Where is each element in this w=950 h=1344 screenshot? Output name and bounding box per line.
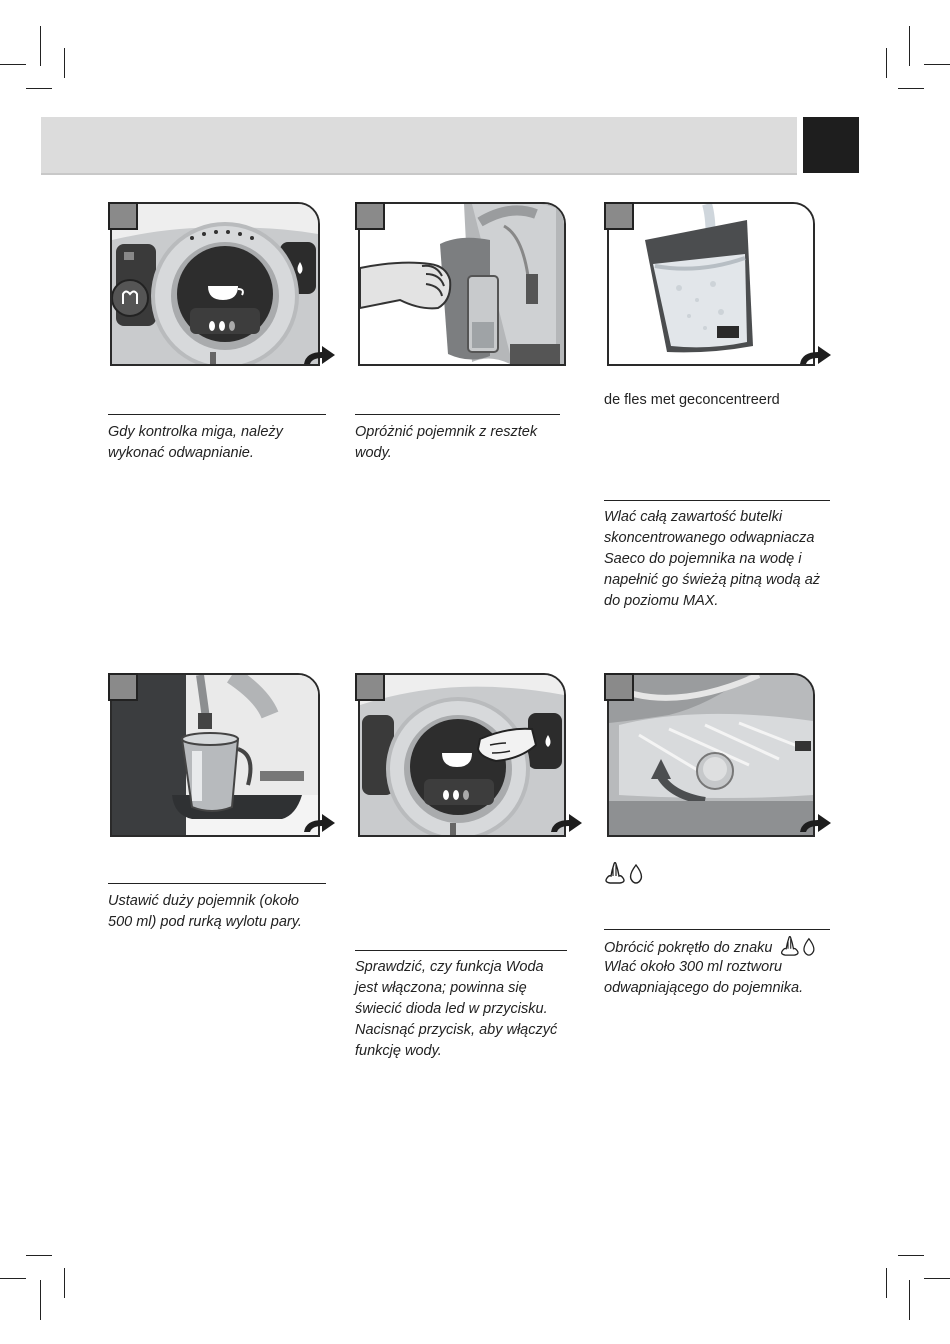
steam-water-icon [778, 936, 818, 956]
step-1-rule [108, 414, 326, 415]
crop-mark [924, 1278, 950, 1279]
step-3-number-box [604, 202, 634, 230]
step-6-rule [604, 929, 830, 930]
step-5-illustration [358, 673, 566, 837]
header-bar [41, 117, 797, 175]
crop-mark [898, 88, 924, 89]
step-4-rule [108, 883, 326, 884]
crop-mark [64, 48, 65, 78]
next-arrow-icon [302, 812, 336, 834]
crop-mark [40, 1280, 41, 1320]
crop-mark [886, 48, 887, 78]
step-1-illustration [110, 202, 320, 366]
step-6-illustration [607, 673, 815, 837]
crop-mark [26, 1255, 52, 1256]
crop-mark [924, 64, 950, 65]
step-5-caption: Sprawdzić, czy funkcja Woda jest włączona; powinna się świecić dioda led w przycisku. Nacisnąć przycisk, aby włączyć funkcję wody. [355, 959, 558, 1059]
next-arrow-icon [302, 344, 336, 366]
crop-mark [0, 1278, 26, 1279]
crop-mark [40, 26, 41, 66]
crop-mark [886, 1268, 887, 1298]
next-arrow-icon [549, 812, 583, 834]
crop-mark [26, 88, 52, 89]
step-6-number-box [604, 673, 634, 701]
step-6-caption: Wlać około 300 ml roztworu odwapniającego do pojemnika. [604, 959, 804, 996]
crop-mark [909, 26, 910, 66]
step-2-rule [355, 414, 560, 415]
step-3-note: de fles met geconcentreerd [604, 392, 780, 408]
step-4-illustration [110, 673, 320, 837]
step-5-number-box [355, 673, 385, 701]
next-arrow-icon [798, 344, 832, 366]
step-3-rule [604, 500, 830, 501]
step-4-number-box [108, 673, 138, 701]
step-4-caption: Ustawić duży pojemnik (około 500 ml) pod rurką wylotu pary. [108, 893, 302, 930]
next-arrow-icon [798, 812, 832, 834]
step-6-caption-line-1 [604, 936, 834, 959]
crop-mark [909, 1280, 910, 1320]
step-5-rule [355, 950, 567, 951]
step-6-caption-start: Obrócić pokrętło do znaku [604, 940, 773, 956]
step-3-caption: Wlać całą zawartość butelki skoncentrowanego odwapniacza Saeco do pojemnika na wodę i napełnić go świeżą pitną wodą aż do poziomu MAX. [604, 509, 821, 609]
crop-mark [0, 64, 26, 65]
step-1-number-box [108, 202, 138, 230]
steam-water-icon [604, 862, 644, 884]
crop-mark [64, 1268, 65, 1298]
step-2-illustration [358, 202, 566, 366]
crop-mark [898, 1255, 924, 1256]
step-2-caption: Opróżnić pojemnik z resztek wody. [355, 424, 538, 461]
step-2-number-box [355, 202, 385, 230]
step-3-illustration [607, 202, 815, 366]
step-1-caption: Gdy kontrolka miga, należy wykonać odwapnianie. [108, 424, 283, 461]
section-tab [803, 117, 859, 173]
